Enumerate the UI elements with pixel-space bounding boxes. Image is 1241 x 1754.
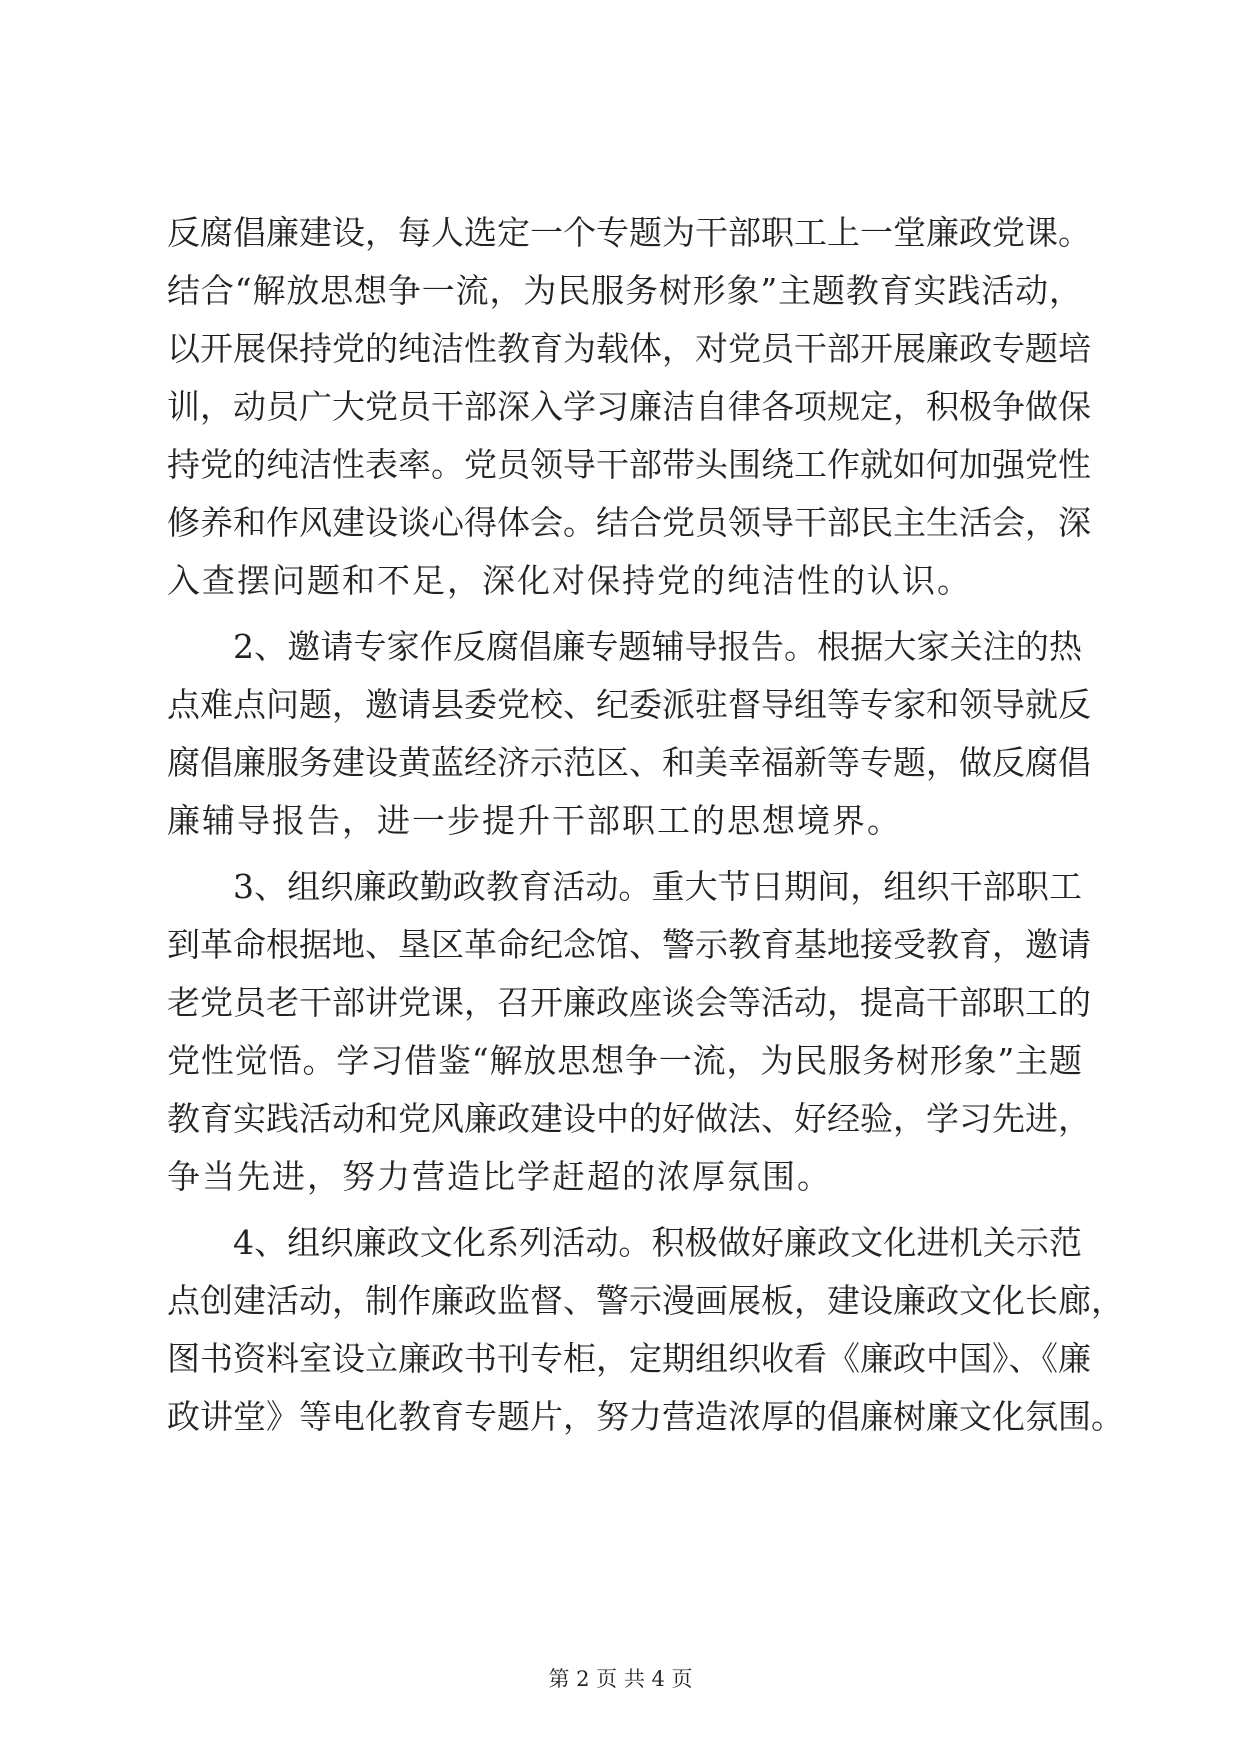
paragraph-1: [167, 204, 1091, 610]
text-line: 图书资料室设立廉政书刊专柜，定期组织收看《廉政中国》、《廉: [167, 1339, 1091, 1378]
text-line: 4、组织廉政文化系列活动。积极做好廉政文化进机关示范: [233, 1223, 1082, 1262]
page-number-footer: 第 2 页 共 4 页: [548, 1667, 693, 1691]
text-line: 廉辅导报告，进一步提升干部职工的思想境界。: [167, 801, 902, 840]
text-line: 以开展保持党的纯洁性教育为载体，对党员干部开展廉政专题培: [167, 329, 1091, 368]
text-line: 教育实践活动和党风廉政建设中的好做法、好经验，学习先进，: [167, 1099, 1091, 1138]
body-text: [167, 204, 1124, 1446]
paragraph-4: [167, 1214, 1124, 1446]
text-line: 党性觉悟。学习借鉴“解放思想争一流，为民服务树形象”主题: [167, 1041, 1082, 1080]
text-line: 腐倡廉服务建设黄蓝经济示范区、和美幸福新等专题，做反腐倡: [167, 743, 1091, 782]
text-line: 3、组织廉政勤政教育活动。重大节日期间，组织干部职工: [233, 867, 1082, 906]
text-line: 结合“解放思想争一流，为民服务树形象”主题教育实践活动，: [167, 271, 1082, 310]
text-line: 政讲堂》等电化教育专题片，努力营造浓厚的倡廉树廉文化氛围。: [167, 1397, 1124, 1436]
text-line: 反腐倡廉建设，每人选定一个专题为干部职工上一堂廉政党课。: [167, 213, 1091, 252]
text-line: 2、邀请专家作反腐倡廉专题辅导报告。根据大家关注的热: [233, 627, 1082, 666]
text-line: 修养和作风建设谈心得体会。结合党员领导干部民主生活会，深: [167, 503, 1091, 542]
text-line: 点难点问题，邀请县委党校、纪委派驻督导组等专家和领导就反: [167, 685, 1091, 724]
text-line: 到革命根据地、垦区革命纪念馆、警示教育基地接受教育，邀请: [167, 925, 1091, 964]
text-line: 争当先进，努力营造比学赶超的浓厚氛围。: [167, 1157, 832, 1196]
text-line: 持党的纯洁性表率。党员领导干部带头围绕工作就如何加强党性: [167, 445, 1091, 484]
paragraph-2: [167, 618, 1091, 850]
text-line: 入查摆问题和不足，深化对保持党的纯洁性的认识。: [167, 561, 972, 600]
text-line: 训，动员广大党员干部深入学习廉洁自律各项规定，积极争做保: [167, 387, 1091, 426]
text-line: 点创建活动，制作廉政监督、警示漫画展板，建设廉政文化长廊，: [167, 1281, 1124, 1320]
text-line: 老党员老干部讲党课，召开廉政座谈会等活动，提高干部职工的: [167, 983, 1091, 1022]
paragraph-3: [167, 858, 1091, 1206]
